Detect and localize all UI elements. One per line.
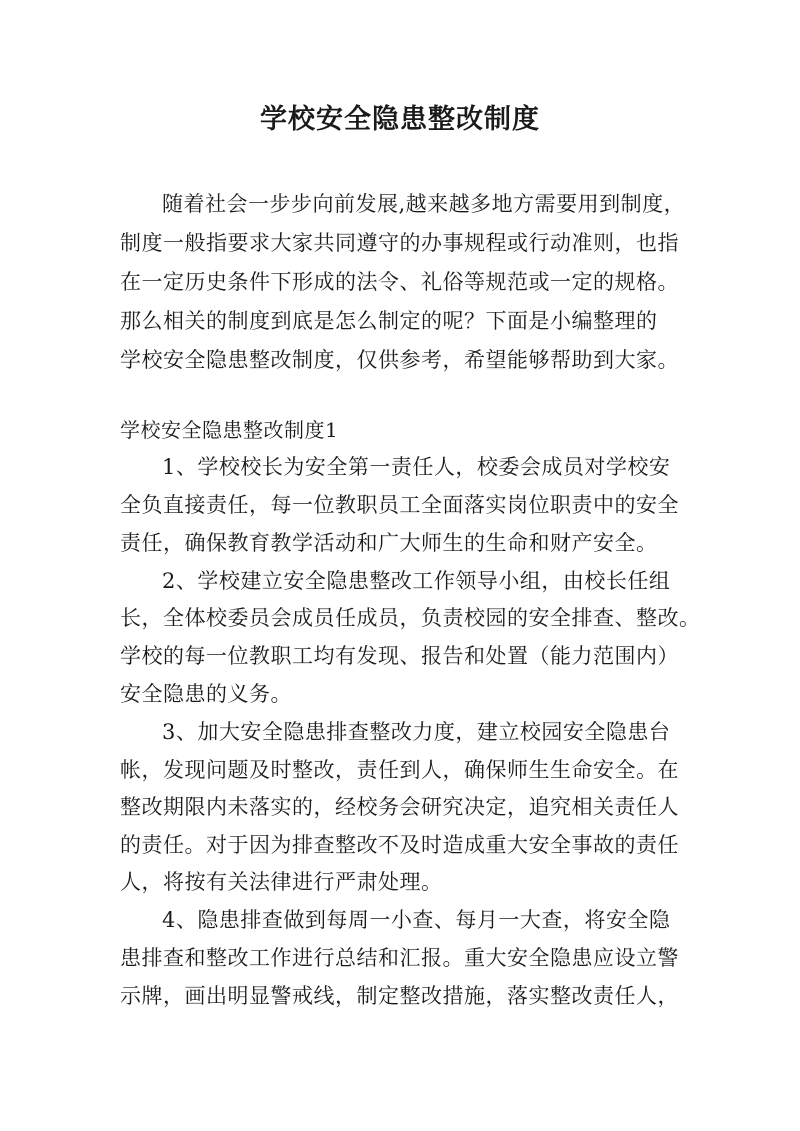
item-3-line: 帐，发现问题及时整改，责任到人，确保师生生命安全。在 — [120, 758, 679, 782]
section-heading: 学校安全隐患整改制度1 — [120, 418, 339, 442]
intro-line: 随着社会一步步向前发展,越来越多地方需要用到制度， — [162, 192, 686, 216]
item-3-line: 3、加大安全隐患排查整改力度，建立校园安全隐患台 — [162, 720, 671, 744]
item-3-line: 的责任。对于因为排查整改不及时造成重大安全事故的责任 — [120, 833, 679, 857]
item-4-line: 患排查和整改工作进行总结和汇报。重大安全隐患应设立警 — [120, 946, 679, 970]
item-2-line: 2、学校建立安全隐患整改工作领导小组，由校长任组 — [162, 569, 671, 593]
intro-line: 在一定历史条件下形成的法令、礼俗等规范或一定的规格。 — [120, 270, 679, 294]
item-1-line: 全负直接责任，每一位教职员工全面落实岗位职责中的安全 — [120, 493, 679, 517]
item-4-line: 示牌，画出明显警戒线，制定整改措施，落实整改责任人， — [120, 984, 679, 1008]
intro-line: 那么相关的制度到底是怎么制定的呢？下面是小编整理的 — [120, 309, 658, 333]
item-2-line: 安全隐患的义务。 — [120, 682, 292, 706]
intro-line: 制度一般指要求大家共同遵守的办事规程或行动准则，也指 — [120, 231, 679, 255]
item-4-line: 4、隐患排查做到每周一小查、每月一大查，将安全隐 — [162, 908, 671, 932]
item-1-line: 1、学校校长为安全第一责任人，校委会成员对学校安 — [162, 455, 671, 479]
document-title: 学校安全隐患整改制度 — [260, 104, 540, 135]
item-1-line: 责任，确保教育教学活动和广大师生的生命和财产安全。 — [120, 531, 658, 555]
item-3-line: 人，将按有关法律进行严肃处理。 — [120, 870, 443, 894]
item-3-line: 整改期限内未落实的，经校务会研究决定，追究相关责任人 — [120, 795, 679, 819]
intro-line: 学校安全隐患整改制度，仅供参考，希望能够帮助到大家。 — [120, 348, 679, 372]
item-2-line: 学校的每一位教职工均有发现、报告和处置（能力范围内） — [120, 644, 679, 668]
item-2-line: 长，全体校委员会成员任成员，负责校园的安全排查、整改。 — [120, 606, 701, 630]
